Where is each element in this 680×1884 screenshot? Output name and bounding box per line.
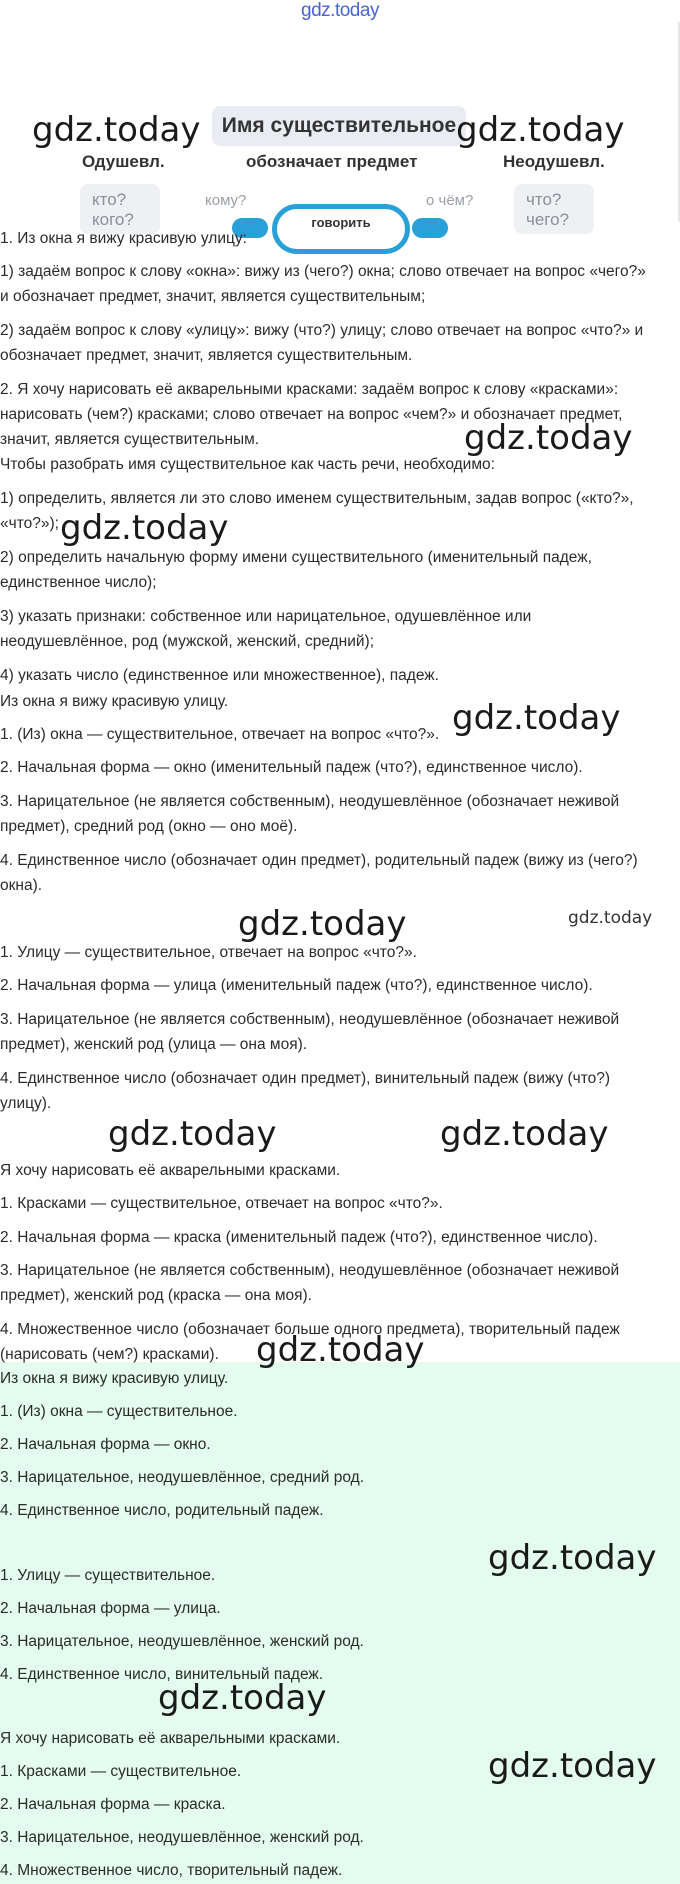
text-line: обозначает предмет, значит, является существительным. <box>0 347 413 364</box>
text-line: 4. Единственное число, винительный падеж. <box>0 1666 324 1683</box>
text-line: 1. Из окна я вижу красивую улицу: <box>0 230 247 247</box>
text-line: 2. Начальная форма — улица. <box>0 1600 221 1617</box>
text-line: 2. Начальная форма — улица (именительный падеж (что?), единственное число). <box>0 977 593 994</box>
text-line: предмет), женский род (улица — она моя). <box>0 1036 308 1053</box>
text-line: 2) задаём вопрос к слову «улицу»: вижу (что?) улицу; слово отвечает на вопрос «что?» и <box>0 322 644 339</box>
text-line: 3. Нарицательное (не является собственным), неодушевлённое (обозначает неживой <box>0 1262 620 1279</box>
text-line: 2. Начальная форма — окно (именительный падеж (что?), единственное число). <box>0 759 583 776</box>
text-line: и обозначает предмет, значит, является существительным; <box>0 288 426 305</box>
question-chto: что? <box>526 190 562 209</box>
text-line: нарисовать (чем?) красками; слово отвечает на вопрос «чем?» и обозначает предмет, <box>0 406 623 423</box>
text-line: 3. Нарицательное (не является собственным), неодушевлённое (обозначает неживой <box>0 793 620 810</box>
text-line: предмет), средний род (окно — оно моё). <box>0 818 298 835</box>
watermark: gdz.today <box>452 698 621 738</box>
text-line: «что?»); <box>0 515 59 532</box>
question-o-chem: о чём? <box>426 192 474 209</box>
illustration-title: Имя существительное <box>212 106 466 146</box>
text-line: 4. Множественное число, творительный падеж. <box>0 1862 343 1879</box>
watermark: gdz.today <box>32 110 201 150</box>
text-line: 1. Улицу — существительное, отвечает на вопрос «что?». <box>0 944 417 961</box>
watermark: gdz.today <box>256 1330 425 1370</box>
text-line: 3) указать признаки: собственное или нарицательное, одушевлённое или <box>0 608 532 625</box>
text-line: 2. Начальная форма — окно. <box>0 1436 211 1453</box>
text-line: 1) определить, является ли это слово именем существительным, задав вопрос («кто?», <box>0 490 634 507</box>
text-line: 1. Красками — существительное, отвечает на вопрос «что?». <box>0 1195 443 1212</box>
illustration-left-label: Одушевл. <box>82 152 165 171</box>
text-line: 2) определить начальную форму имени существительного (именительный падеж, <box>0 549 592 566</box>
text-line: улицу). <box>0 1095 52 1112</box>
illustration-subtitle: обозначает предмет <box>246 152 418 171</box>
text-line: 2. Начальная форма — краска (именительный падеж (что?), единственное число). <box>0 1229 598 1246</box>
text-line: Чтобы разобрать имя существительное как часть речи, необходимо: <box>0 456 495 473</box>
text-line: 3. Нарицательное, неодушевлённое, женский род. <box>0 1633 364 1650</box>
question-kogo: кого? <box>92 210 134 229</box>
text-line: 2. Я хочу нарисовать её акварельными красками: задаём вопрос к слову «красками»: <box>0 381 619 398</box>
text-line: 4. Единственное число (обозначает один предмет), родительный падеж (вижу из (чего?) <box>0 852 638 869</box>
watermark: gdz.today <box>60 508 229 548</box>
text-line: 1. (Из) окна — существительное, отвечает на вопрос «что?». <box>0 726 440 743</box>
text-line: Я хочу нарисовать её акварельными красками. <box>0 1730 341 1747</box>
watermark: gdz.today <box>238 904 407 944</box>
text-line: 3. Нарицательное, неодушевлённое, средний род. <box>0 1469 365 1486</box>
text-line: Я хочу нарисовать её акварельными красками. <box>0 1162 341 1179</box>
text-line: неодушевлённое, род (мужской, женский, средний); <box>0 633 375 650</box>
text-line: 4. Единственное число (обозначает один предмет), винительный падеж (вижу (что?) <box>0 1070 611 1087</box>
text-line: предмет), женский род (краска — она моя). <box>0 1287 312 1304</box>
top-watermark: gdz.today <box>301 0 379 21</box>
watermark: gdz.today <box>108 1114 277 1154</box>
text-line: 3. Нарицательное (не является собственным), неодушевлённое (обозначает неживой <box>0 1011 620 1028</box>
watermark: gdz.today <box>568 908 653 928</box>
text-line: 4. Единственное число, родительный падеж. <box>0 1502 324 1519</box>
text-line: 1. (Из) окна — существительное. <box>0 1403 238 1420</box>
watermark: gdz.today <box>456 110 625 150</box>
watermark: gdz.today <box>440 1114 609 1154</box>
text-line: окна). <box>0 877 43 894</box>
text-line: 1. Улицу — существительное. <box>0 1567 216 1584</box>
text-line: (нарисовать (чем?) красками). <box>0 1346 219 1363</box>
text-line: 3. Нарицательное, неодушевлённое, женский род. <box>0 1829 364 1846</box>
text-line: единственное число); <box>0 574 157 591</box>
watermark: gdz.today <box>488 1538 657 1578</box>
text-line: 4) указать число (единственное или множественное), падеж. <box>0 667 439 684</box>
question-kto: кто? <box>92 190 127 209</box>
text-line: Из окна я вижу красивую улицу. <box>0 1370 229 1387</box>
watermark: gdz.today <box>158 1678 327 1718</box>
illustration-center-word: говорить <box>311 215 371 230</box>
text-line: 2. Начальная форма — краска. <box>0 1796 226 1813</box>
watermark: gdz.today <box>488 1746 657 1786</box>
text-line: 1) задаём вопрос к слову «окна»: вижу из (чего?) окна; слово отвечает на вопрос «чего?» <box>0 263 646 280</box>
text-line: 1. Красками — существительное. <box>0 1763 242 1780</box>
illustration-right-label: Неодушевл. <box>503 152 605 171</box>
question-komu: кому? <box>205 192 247 209</box>
text-line: Из окна я вижу красивую улицу. <box>0 693 229 710</box>
text-line: значит, является существительным. <box>0 431 260 448</box>
watermark: gdz.today <box>464 418 633 458</box>
text-line: 4. Множественное число (обозначает больше одного предмета), творительный падеж <box>0 1321 620 1338</box>
question-chego: чего? <box>526 210 570 229</box>
